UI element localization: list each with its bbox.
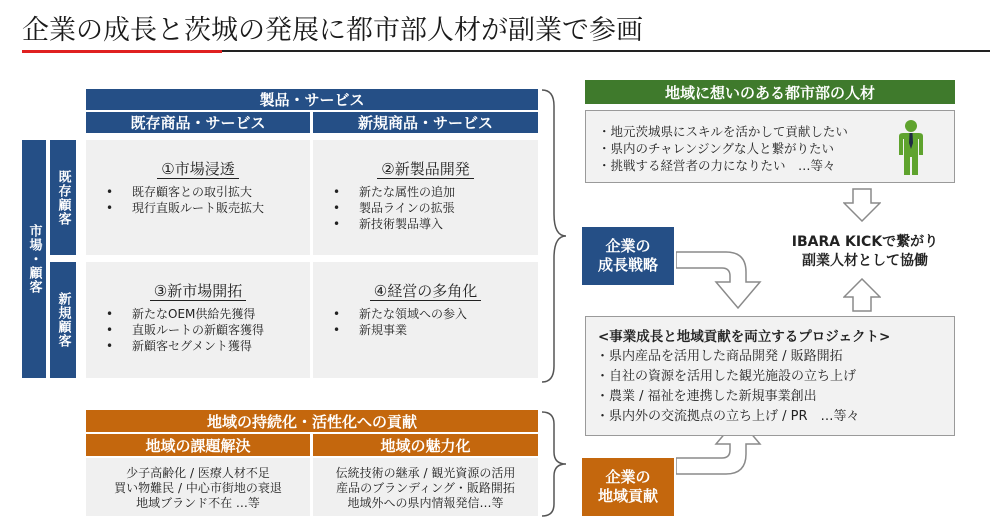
new-products-header: 新規商品・サービス [313, 112, 538, 133]
region-line: 産品のブランディング・販路開拓 [336, 481, 515, 495]
region-line: 地域ブランド不在 …等 [136, 496, 260, 510]
products-header: 製品・サービス [86, 89, 538, 110]
list-item: ・挑戦する経営者の力になりたい …等々 [598, 158, 836, 173]
region-line: 買い物難民 / 中心市街地の衰退 [114, 481, 282, 495]
region-header: 地域の持続化・活性化への貢献 [86, 410, 538, 432]
list-item: ・県内のチャレンジングな人と繋がりたい [598, 141, 834, 156]
ibara-kick-text [770, 233, 960, 271]
quadrant-diversification [313, 262, 538, 378]
quadrant-title: ④経営の多角化 [370, 282, 481, 301]
quadrant-title: ③新市場開拓 [150, 282, 246, 301]
quadrant-new-market [86, 262, 310, 378]
page-title: 企業の成長と茨城の発展に都市部人材が副業で参画 [22, 15, 643, 46]
growth-strategy-label: 企業の 成長戦略 [582, 227, 674, 285]
list-item: • 新規事業 [359, 322, 467, 338]
up-arrow-icon [843, 278, 881, 312]
list-item: ・県内外の交流拠点の立ち上げ / PR …等々 [596, 409, 860, 424]
list-item: ・県内産品を活用した商品開発 / 販路開拓 [596, 349, 843, 364]
region-line: 伝統技術の継承 / 観光資源の活用 [335, 466, 516, 480]
list-item: • 新技術製品導入 [359, 216, 455, 232]
down-arrow-icon [843, 188, 881, 222]
title-rule-accent [22, 50, 222, 53]
talent-header: 地域に想いのある都市部の人材 [585, 80, 955, 104]
list-item: • 新たな領域への参入 [359, 306, 467, 322]
region-line: 地域外への県内情報発信…等 [347, 496, 504, 510]
talent-box [585, 110, 955, 183]
list-item: • 直販ルートの新顧客獲得 [132, 322, 264, 338]
ibara-kick-line: IBARA KICKで繋がり [791, 234, 939, 250]
quadrant-title: ②新製品開発 [377, 160, 473, 179]
list-item: • 新たな属性の追加 [359, 184, 455, 200]
region-issues-header: 地域の課題解決 [86, 434, 310, 456]
region-attraction-header: 地域の魅力化 [313, 434, 538, 456]
list-item: • 新顧客セグメント獲得 [132, 338, 264, 354]
list-item: • 新たなOEM供給先獲得 [132, 306, 264, 322]
brace-icon [540, 408, 570, 520]
existing-products-header: 既存商品・サービス [86, 112, 310, 133]
person-icon [896, 119, 926, 177]
quadrant-market-penetration [86, 140, 310, 255]
list-item: ・農業 / 福祉を連携した新規事業創出 [596, 389, 817, 404]
region-line: 少子高齢化 / 医療人材不足 [126, 466, 270, 480]
new-customers-label: 新規顧客 [50, 262, 76, 378]
region-attraction-body [313, 458, 538, 516]
list-item: • 既存顧客との取引拡大 [132, 184, 264, 200]
region-issues-body [86, 458, 310, 516]
project-box [585, 316, 955, 436]
list-item: ・自社の資源を活用した観光施設の立ち上げ [596, 369, 857, 384]
brace-icon [540, 86, 570, 386]
regional-contribution-label: 企業の 地域貢献 [582, 458, 674, 516]
list-item: • 製品ラインの拡張 [359, 200, 455, 216]
ibara-kick-line: 副業人材として協働 [802, 253, 928, 269]
market-customer-label: 市場・顧客 [22, 140, 46, 378]
existing-customers-label: 既存顧客 [50, 140, 76, 255]
quadrant-new-product [313, 140, 538, 255]
list-item: • 現行直販ルート販売拡大 [132, 200, 264, 216]
curved-arrow-icon [676, 238, 772, 310]
project-title: <事業成長と地域貢献を両立するプロジェクト> [598, 329, 891, 345]
quadrant-title: ①市場浸透 [157, 160, 238, 179]
list-item: ・地元茨城県にスキルを活かして貢献したい [598, 124, 848, 139]
